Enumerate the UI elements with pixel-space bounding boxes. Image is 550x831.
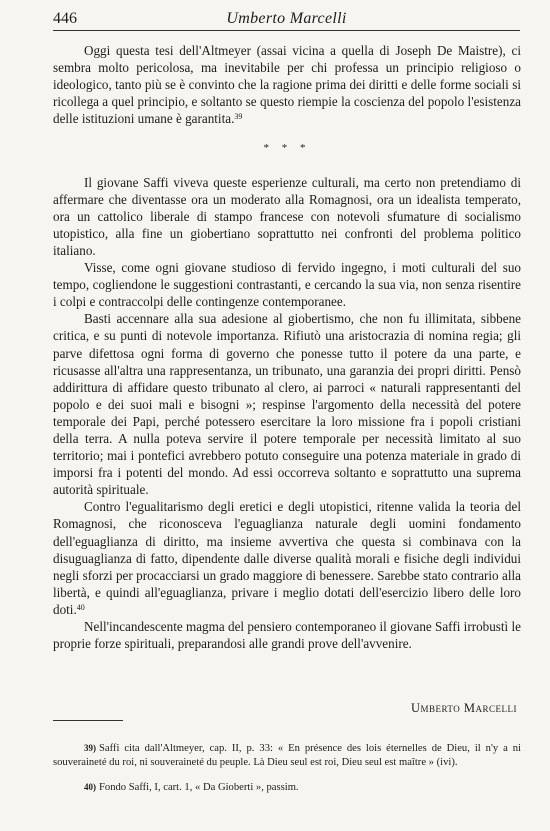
footnote-text: Fondo Saffi, I, cart. 1, « Da Gioberti », passim. [99,782,299,794]
running-head: Umberto Marcelli [226,10,347,27]
paragraph [53,618,521,652]
page-number: 446 [53,10,77,27]
paragraph [53,498,521,618]
footnote-marker: 40) [84,782,96,793]
footnotes [53,741,521,806]
footnote [53,780,521,795]
paragraph [53,259,521,310]
footnote-reference: 39 [234,112,243,122]
paragraph-text: Nell'incandescente magma del pensiero contemporaneo il giovane Saffi irrobustì le proprie forze spirituali, preparandosi alle grandi prove dell'avvenire. [53,619,521,652]
page-header [53,6,520,31]
paragraph-text: Visse, come ogni giovane studioso di fervido ingegno, i moti culturali del suo tempo, cogliendone le suggestioni contrastanti, e cercando la sua via, non senza risentire i colpi e contraccolpi delle contingenze contemporanee. [53,260,521,310]
paragraph [53,310,521,498]
section-break: * * * [263,142,311,155]
paragraph [53,42,521,127]
author-signature: Umberto Marcelli [410,701,517,715]
paragraph-text: Il giovane Saffi viveva queste esperienze culturali, ma certo non pretendiamo di affermare che diventasse ora un moderato alla Romagnosi, ora un idealista temperato, ora un cattolico liberale di stampo francese con notevoli sfumature di socialismo utopistico, alla fine un giobertiano soprattutto nei confronti del problema politico italiano. [53,174,521,258]
footnote-text: Saffi cita dall'Altmeyer, cap. II, p. 33: « En présence des lois éternelles de Dieu, il n'y a ni souveraineté du roi, ni souveraineté du peuple. Là Dieu seul est roi, Dieu seul est maître » (ivi). [53,743,521,769]
paragraph-text: Basti accennare alla sua adesione al giobertismo, che non fu illimitata, sibbene critica, e su punti di notevole importanza. Rifiutò una aristocrazia di nomina regia; gli parve difettosa ogni forma di governo che ponesse tutto il potere da una parte, e ricusasse all'altra una rappresentanza, un tribunato, una garanzia dei propri diritti. Pensò addirittura di affidare questo tribunato al clero, ai parroci « naturali rappresentanti del popolo e dei suoi mali e bisogni »; respinse l'argomento della necessità del potere temporale dei Papi, perché potessero esercitare la loro missione fra i popoli cristiani della terra. A nulla poteva servire il potere temporale per necessità limitato al suo territorio; mai i pontefici avrebbero potuto conseguire una potenza materiale in grado di imporsi fra i potenti del mondo. Ad essi occorreva soltanto e soprattutto una suprema autorità spirituale. [53,311,521,498]
body-text [53,42,521,652]
footnote [53,741,521,770]
paragraph [53,174,521,259]
footnote-marker: 39) [84,743,96,753]
paragraph-text: Oggi questa tesi dell'Altmeyer (assai vicina a quella di Joseph De Maistre), ci sembra molto pericolosa, ma inevitabile per chi professa un principio religioso o ideologico, tanto più se è convinto che la ragione prima dei diritti e delle forme sociali si ricollega a quel principio, e soltanto se questo riempie la coscienza del popolo l'esistenza delle istituzioni umane è garantita. [53,43,521,127]
footnote-reference: 40 [76,602,85,612]
footnote-divider [53,720,123,721]
paragraph-text: Contro l'egualitarismo degli eretici e degli utopistici, ritenne valida la teoria del Romagnosi, che riconosceva l'eguaglianza naturale degli uomini fondamento dell'eguaglianza di diritto, ma insieme avvertiva che questa si combinava con la disuguaglianza di fatto, dipendente dalle diverse qualità morali e fisiche degli individui negli sforzi per procacciarsi un grado maggiore di benessere. Sarebbe stato contrario alla libertà, e quindi all'eguaglianza, privare i meglio dotati dell'esercizio libero delle loro doti. [53,499,521,617]
